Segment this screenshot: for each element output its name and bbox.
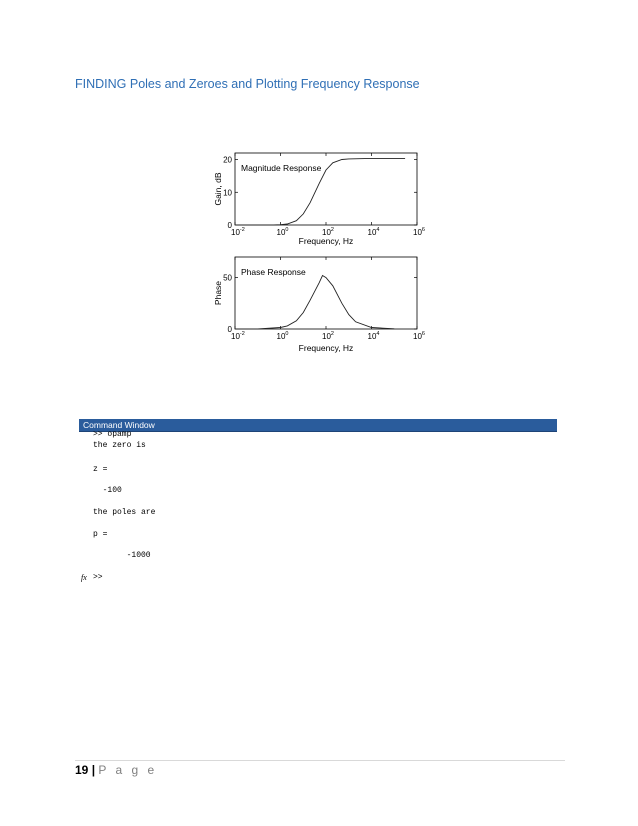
y-tick-label: 50 [223, 273, 232, 283]
command-window[interactable] [79, 419, 557, 591]
page-footer [75, 760, 565, 777]
plot-title: Phase Response [241, 267, 306, 277]
x-tick-label: $10^2$ [322, 331, 334, 341]
x-tick-label: $10^{-2}$ [231, 227, 245, 237]
y-axis-label: Phase [213, 280, 223, 306]
cmd-line: >> opamp [93, 430, 132, 439]
y-axis-label: Gain, dB [213, 172, 223, 206]
x-tick-label: $10^2$ [322, 227, 334, 237]
x-tick-label: $10^6$ [413, 331, 425, 341]
x-tick-label: $10^4$ [367, 227, 380, 237]
y-tick-label: 20 [223, 155, 232, 165]
command-window-title: Command Window [79, 419, 557, 432]
cmd-line: p = [93, 530, 108, 539]
page-word: P a g e [98, 763, 158, 777]
x-tick-label: $10^{-2}$ [231, 331, 245, 341]
x-axis-label: Frequency, Hz [298, 343, 354, 353]
x-tick-label: $10^6$ [413, 227, 425, 237]
x-tick-label: $10^0$ [276, 331, 289, 341]
x-tick-label: $10^0$ [276, 227, 289, 237]
y-tick-label: 0 [227, 221, 232, 230]
cmd-line: z = [93, 465, 108, 474]
section-heading: FINDING Poles and Zeroes and Plotting Frequency Response [75, 77, 420, 91]
cmd-line: -100 [93, 486, 122, 495]
x-tick-label: $10^4$ [367, 331, 380, 341]
footer-separator: | [91, 763, 96, 777]
plot-title: Magnitude Response [241, 163, 322, 173]
cmd-line: the zero is [93, 441, 146, 450]
x-axis-label: Frequency, Hz [298, 236, 354, 246]
fx-icon[interactable]: fx [81, 573, 87, 582]
frequency-response-figure [200, 143, 440, 363]
y-tick-label: 0 [227, 325, 232, 334]
cmd-line: -1000 [93, 551, 151, 560]
command-prompt[interactable]: >> [93, 573, 103, 582]
page-number: 19 [75, 763, 89, 777]
cmd-line: the poles are [93, 508, 156, 517]
figure-svg [200, 143, 440, 363]
y-tick-label: 10 [223, 188, 232, 198]
